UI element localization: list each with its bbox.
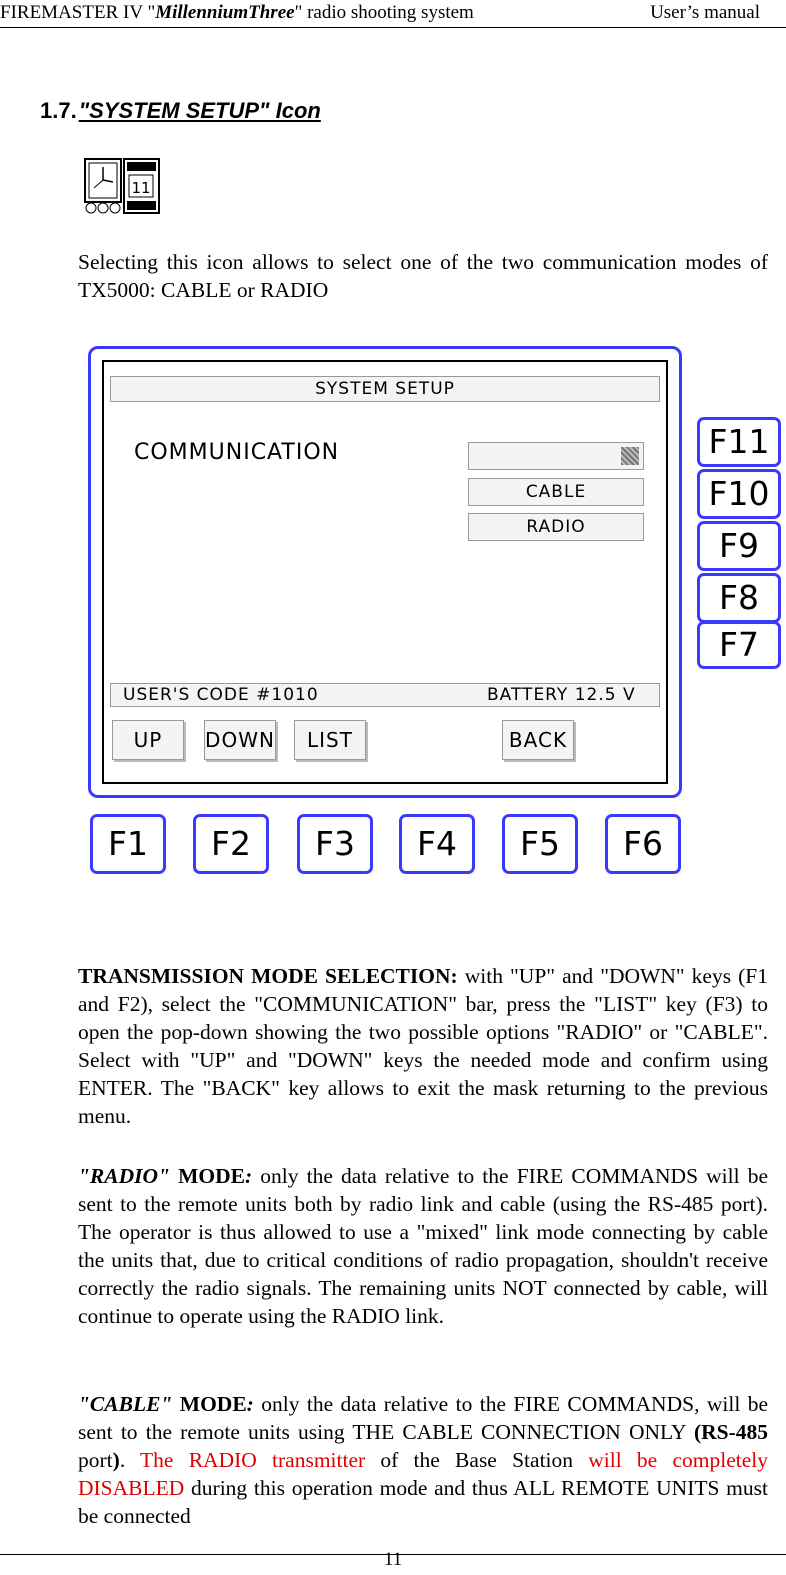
up-button[interactable]: UP — [112, 720, 184, 760]
calendar-day: 11 — [131, 179, 151, 197]
screen-frame — [88, 346, 682, 798]
f8-key[interactable]: F8 — [697, 573, 781, 623]
option-radio[interactable]: RADIO — [468, 513, 644, 541]
section-heading: 1.7."SYSTEM SETUP" Icon — [40, 98, 321, 123]
clock-calendar-icon — [84, 158, 160, 214]
f3-key[interactable]: F3 — [297, 814, 373, 874]
f9-key[interactable]: F9 — [697, 521, 781, 571]
battery-status: BATTERY 12.5 V — [487, 685, 636, 705]
screen-display — [102, 360, 668, 784]
screen-title: SYSTEM SETUP — [110, 376, 660, 402]
dropdown-arrow-icon — [621, 447, 639, 465]
cable-mode-paragraph: "CABLE" MODE: only the data relative to the FIRE COMMANDS, will be sent to the remote units using THE CABLE CONNECTION ONLY (RS-485 port). The RADIO transmitter of the Base Station will be completely DISABLED during this operation mode and thus ALL REMOTE UNITS must be connected — [78, 1392, 768, 1528]
f1-key[interactable]: F1 — [90, 814, 166, 874]
status-bar — [110, 683, 660, 707]
f7-key[interactable]: F7 — [697, 621, 781, 669]
f6-key[interactable]: F6 — [605, 814, 681, 874]
f10-key[interactable]: F10 — [697, 469, 781, 519]
intro-paragraph: Selecting this icon allows to select one of the two communication modes of TX5000: CABLE or RADIO — [78, 250, 768, 302]
communication-dropdown[interactable] — [468, 442, 644, 470]
f5-key[interactable]: F5 — [502, 814, 578, 874]
back-button[interactable]: BACK — [502, 720, 574, 760]
option-cable[interactable]: CABLE — [468, 478, 644, 506]
user-code: USER'S CODE #1010 — [123, 685, 319, 705]
f4-key[interactable]: F4 — [399, 814, 475, 874]
transmission-mode-paragraph: TRANSMISSION MODE SELECTION: with "UP" and "DOWN" keys (F1 and F2), select the "COMMUNICATION" bar, press the "LIST" key (F3) to open the pop-down showing the two possible options "RADIO" or "CABLE". Select with "UP" and "DOWN" keys the needed mode and confirm using ENTER. The "BACK" key allows to exit the mask returning to the previous menu. — [78, 964, 768, 1128]
running-header-right: User’s manual — [650, 2, 760, 23]
list-button[interactable]: LIST — [294, 720, 366, 760]
header-rule — [0, 27, 786, 28]
f2-key[interactable]: F2 — [193, 814, 269, 874]
running-header: FIREMASTER IV "MillenniumThree" radio shooting system — [0, 2, 474, 23]
page-number: 11 — [383, 1549, 403, 1570]
f11-key[interactable]: F11 — [697, 417, 781, 467]
down-button[interactable]: DOWN — [204, 720, 276, 760]
communication-label[interactable]: COMMUNICATION — [134, 440, 340, 465]
footer-rule — [0, 1554, 786, 1555]
radio-mode-paragraph: "RADIO" MODE: only the data relative to the FIRE COMMANDS will be sent to the remote units both by radio link and cable (using the RS-485 port). The operator is thus allowed to use a "mixed" link mode connecting by cable the units that, due to critical conditions of radio propagation, shouldn't receive correctly the radio signals. The remaining units NOT connected by cable, will continue to operate using the RADIO link. — [78, 1164, 768, 1328]
